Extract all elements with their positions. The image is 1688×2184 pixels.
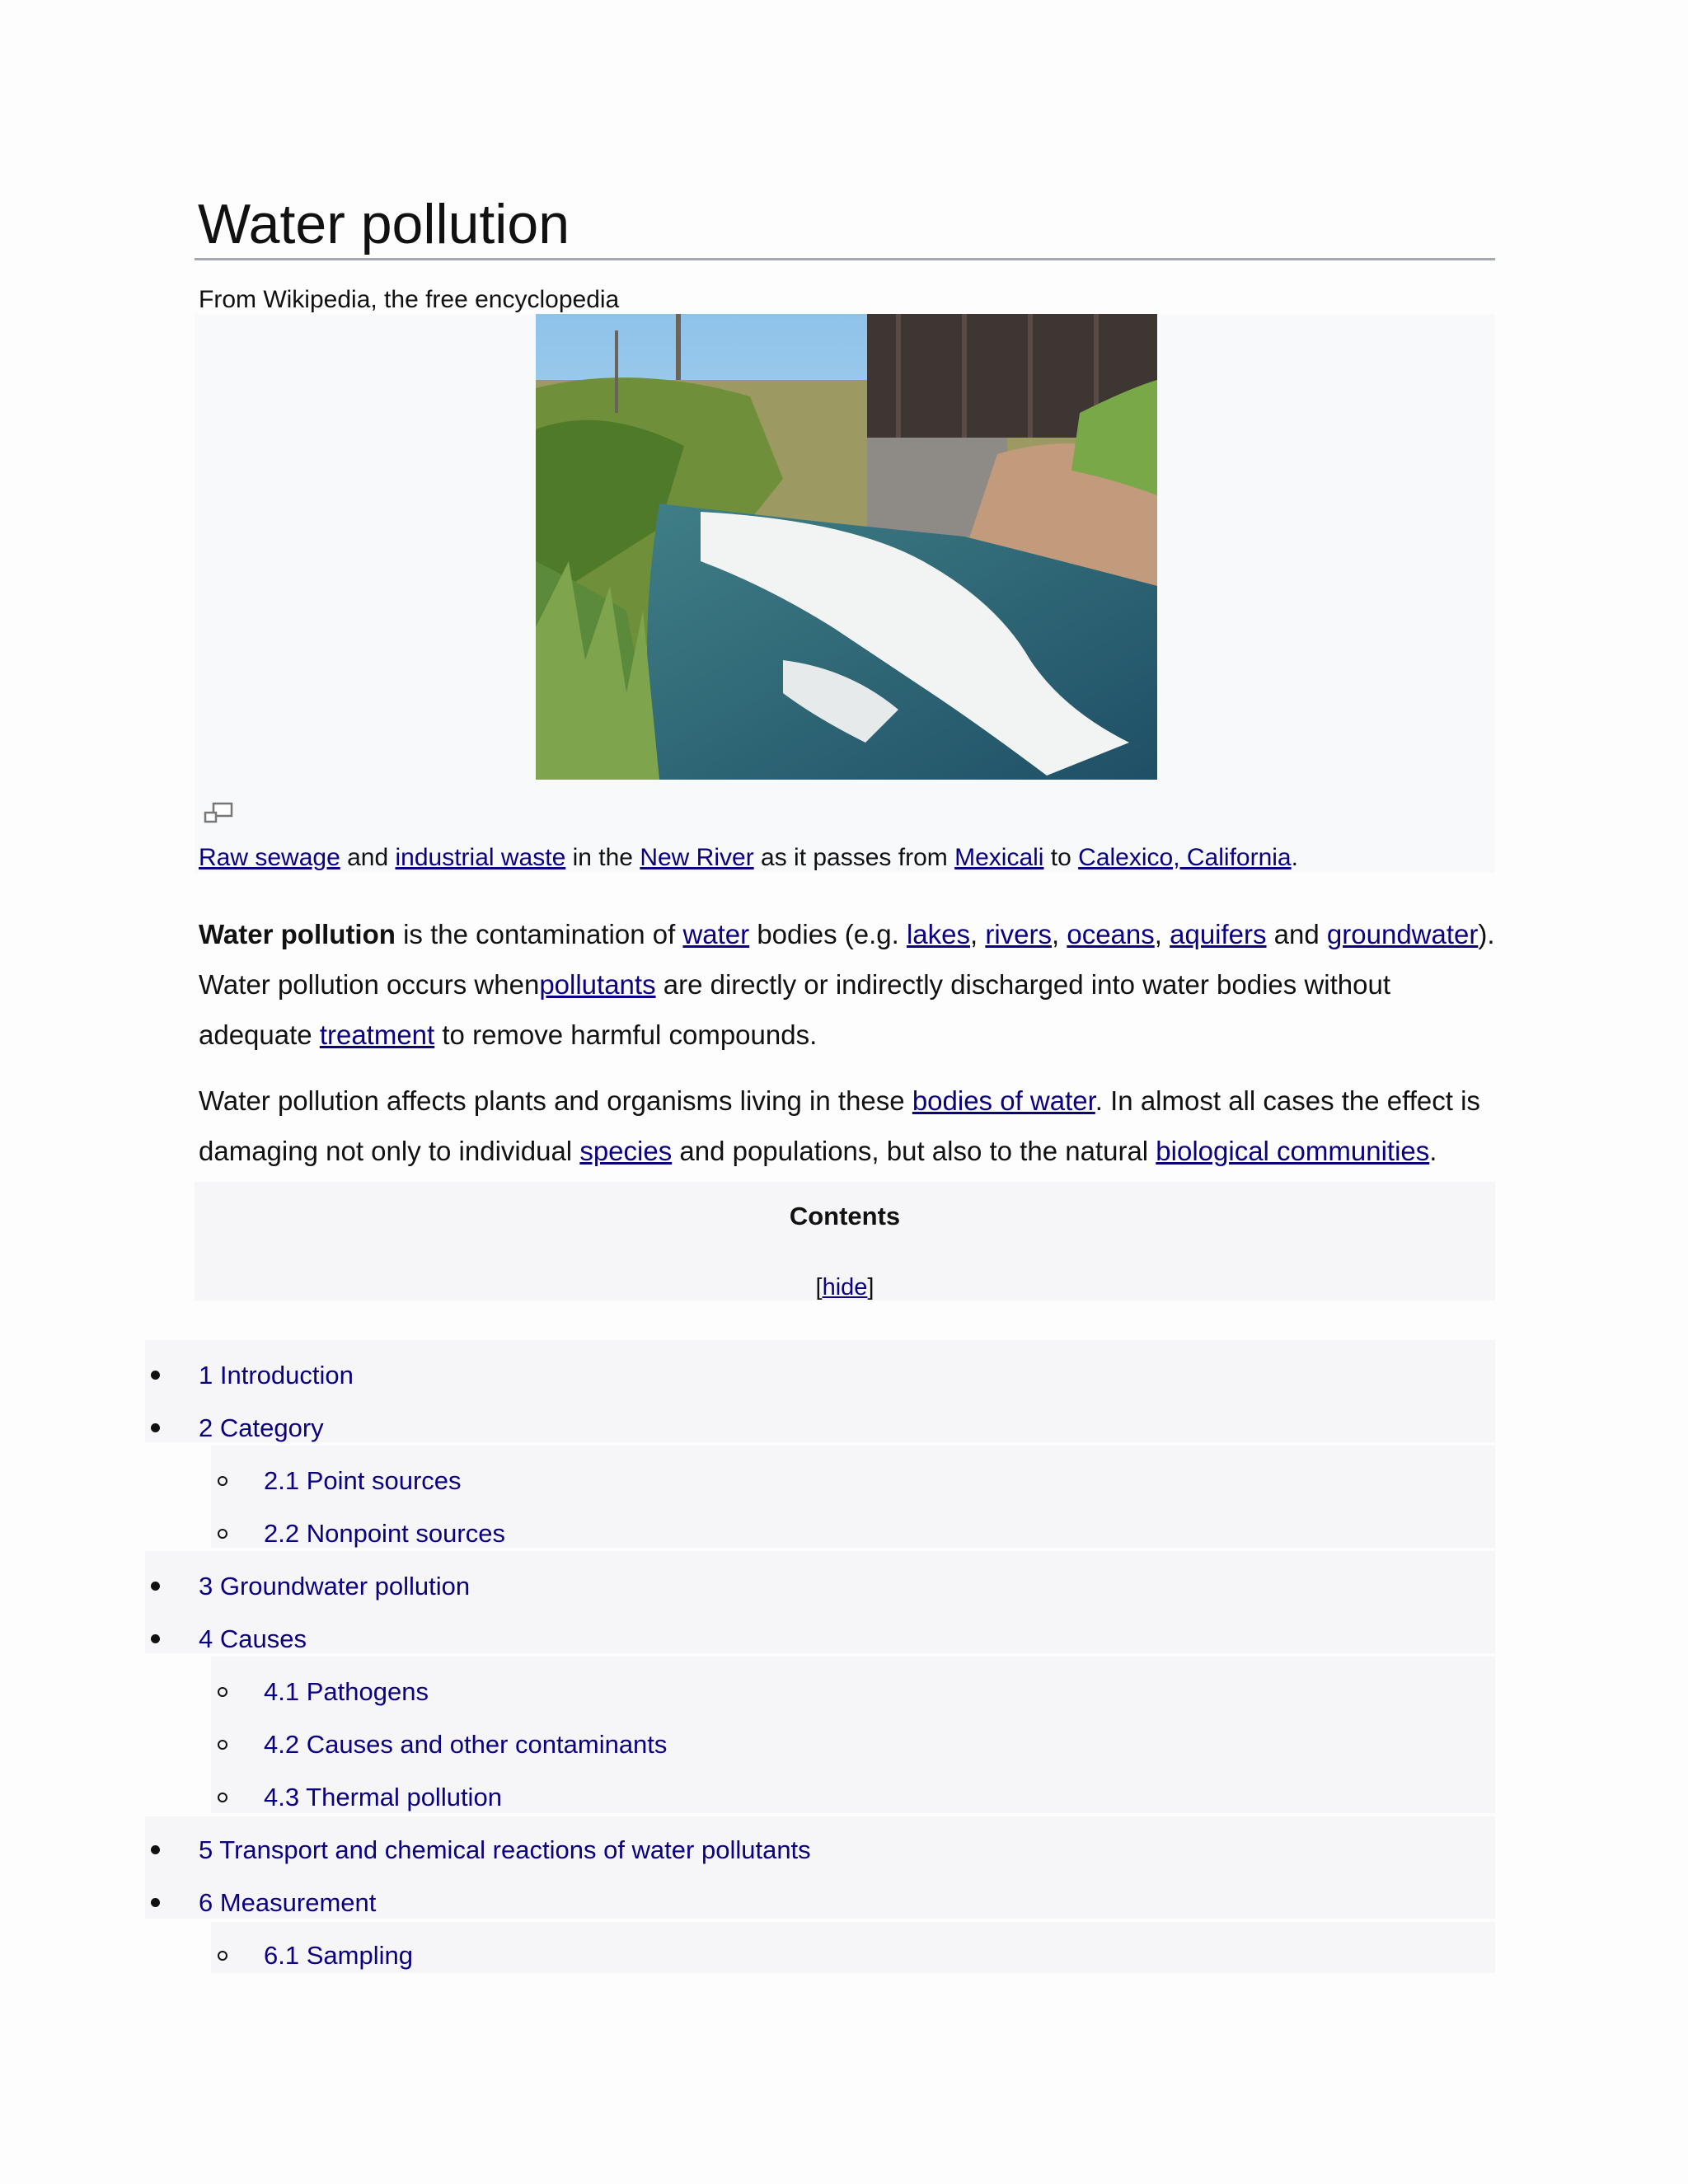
site-tagline: From Wikipedia, the free encyclopedia xyxy=(199,286,620,313)
toc-sub-bullet xyxy=(218,1529,227,1539)
toc-item-thermal-pollution[interactable]: 4.3 Thermal pollution xyxy=(264,1783,502,1811)
toc-bullet xyxy=(151,1634,160,1643)
toc-item-causes[interactable]: 4 Causes xyxy=(199,1624,307,1653)
caption-link-raw-sewage[interactable]: Raw sewage xyxy=(199,844,340,871)
page-title: Water pollution xyxy=(198,193,570,255)
toc-item-pathogens[interactable]: 4.1 Pathogens xyxy=(264,1677,429,1706)
caption-link-new-river[interactable]: New River xyxy=(640,844,754,871)
link-groundwater[interactable]: groundwater xyxy=(1326,919,1479,949)
link-species[interactable]: species xyxy=(579,1136,673,1166)
toc-sub-bullet xyxy=(218,1793,227,1802)
title-divider xyxy=(195,258,1495,260)
toc-toggle: [hide] xyxy=(815,1274,874,1301)
toc-item-point-sources[interactable]: 2.1 Point sources xyxy=(264,1466,462,1495)
toc-band xyxy=(145,1551,1495,1653)
toc-sub-bullet xyxy=(218,1687,227,1697)
magnify-icon[interactable] xyxy=(204,802,233,825)
toc-item-measurement[interactable]: 6 Measurement xyxy=(199,1888,377,1917)
intro-paragraph-2: Water pollution affects plants and organisms living in these bodies of water. In almost all cases the effect is damaging not only to individual species and populations, but also to the natural biological communities. xyxy=(199,1085,1480,1166)
toc-title: Contents xyxy=(789,1202,901,1230)
toc-hide-link[interactable]: hide xyxy=(822,1274,868,1301)
toc-bullet xyxy=(151,1582,160,1591)
toc-item-introduction[interactable]: 1 Introduction xyxy=(199,1361,354,1390)
caption-link-calexico[interactable]: Calexico, California xyxy=(1078,844,1292,871)
toc-band xyxy=(145,1340,1495,1442)
intro-paragraph-1: Water pollution is the contamination of water bodies (e.g. lakes, rivers, oceans, aquifers and groundwater). Water pollution occurs whenpollutants are directly or indirectly discharged into water bodies without adequate treatment to remove harmful compounds. xyxy=(199,919,1495,1050)
link-water[interactable]: water xyxy=(682,919,750,949)
link-rivers[interactable]: rivers xyxy=(985,919,1052,949)
link-treatment[interactable]: treatment xyxy=(319,1019,435,1050)
toc-sub-bullet xyxy=(218,1476,227,1486)
link-oceans[interactable]: oceans xyxy=(1067,919,1155,949)
toc-item-groundwater-pollution[interactable]: 3 Groundwater pollution xyxy=(199,1572,471,1601)
caption-link-industrial-waste[interactable]: industrial waste xyxy=(395,844,566,871)
toc-item-transport[interactable]: 5 Transport and chemical reactions of water pollutants xyxy=(199,1835,811,1864)
toc-bullet xyxy=(151,1371,160,1380)
toc-item-category[interactable]: 2 Category xyxy=(199,1413,324,1442)
image-caption: Raw sewage and industrial waste in the New River as it passes from Mexicali to Calexico, California. xyxy=(199,844,1298,871)
toc-sub-bullet xyxy=(218,1951,227,1961)
link-bodies-of-water[interactable]: bodies of water xyxy=(912,1085,1095,1116)
toc-bullet xyxy=(151,1845,160,1854)
toc-sub-bullet xyxy=(218,1740,227,1750)
toc-bullet xyxy=(151,1898,160,1907)
infobox-image[interactable] xyxy=(536,314,1157,780)
link-biological-communities[interactable]: biological communities xyxy=(1156,1136,1430,1166)
toc-item-sampling[interactable]: 6.1 Sampling xyxy=(264,1941,413,1970)
toc-item-other-contaminants[interactable]: 4.2 Causes and other contaminants xyxy=(264,1730,668,1759)
link-lakes[interactable]: lakes xyxy=(906,919,970,949)
caption-link-mexicali[interactable]: Mexicali xyxy=(954,844,1044,871)
toc-bullet xyxy=(151,1423,160,1432)
link-pollutants[interactable]: pollutants xyxy=(539,969,656,1000)
link-aquifers[interactable]: aquifers xyxy=(1170,919,1267,949)
toc-item-nonpoint-sources[interactable]: 2.2 Nonpoint sources xyxy=(264,1519,505,1548)
lead-term: Water pollution xyxy=(199,919,396,949)
